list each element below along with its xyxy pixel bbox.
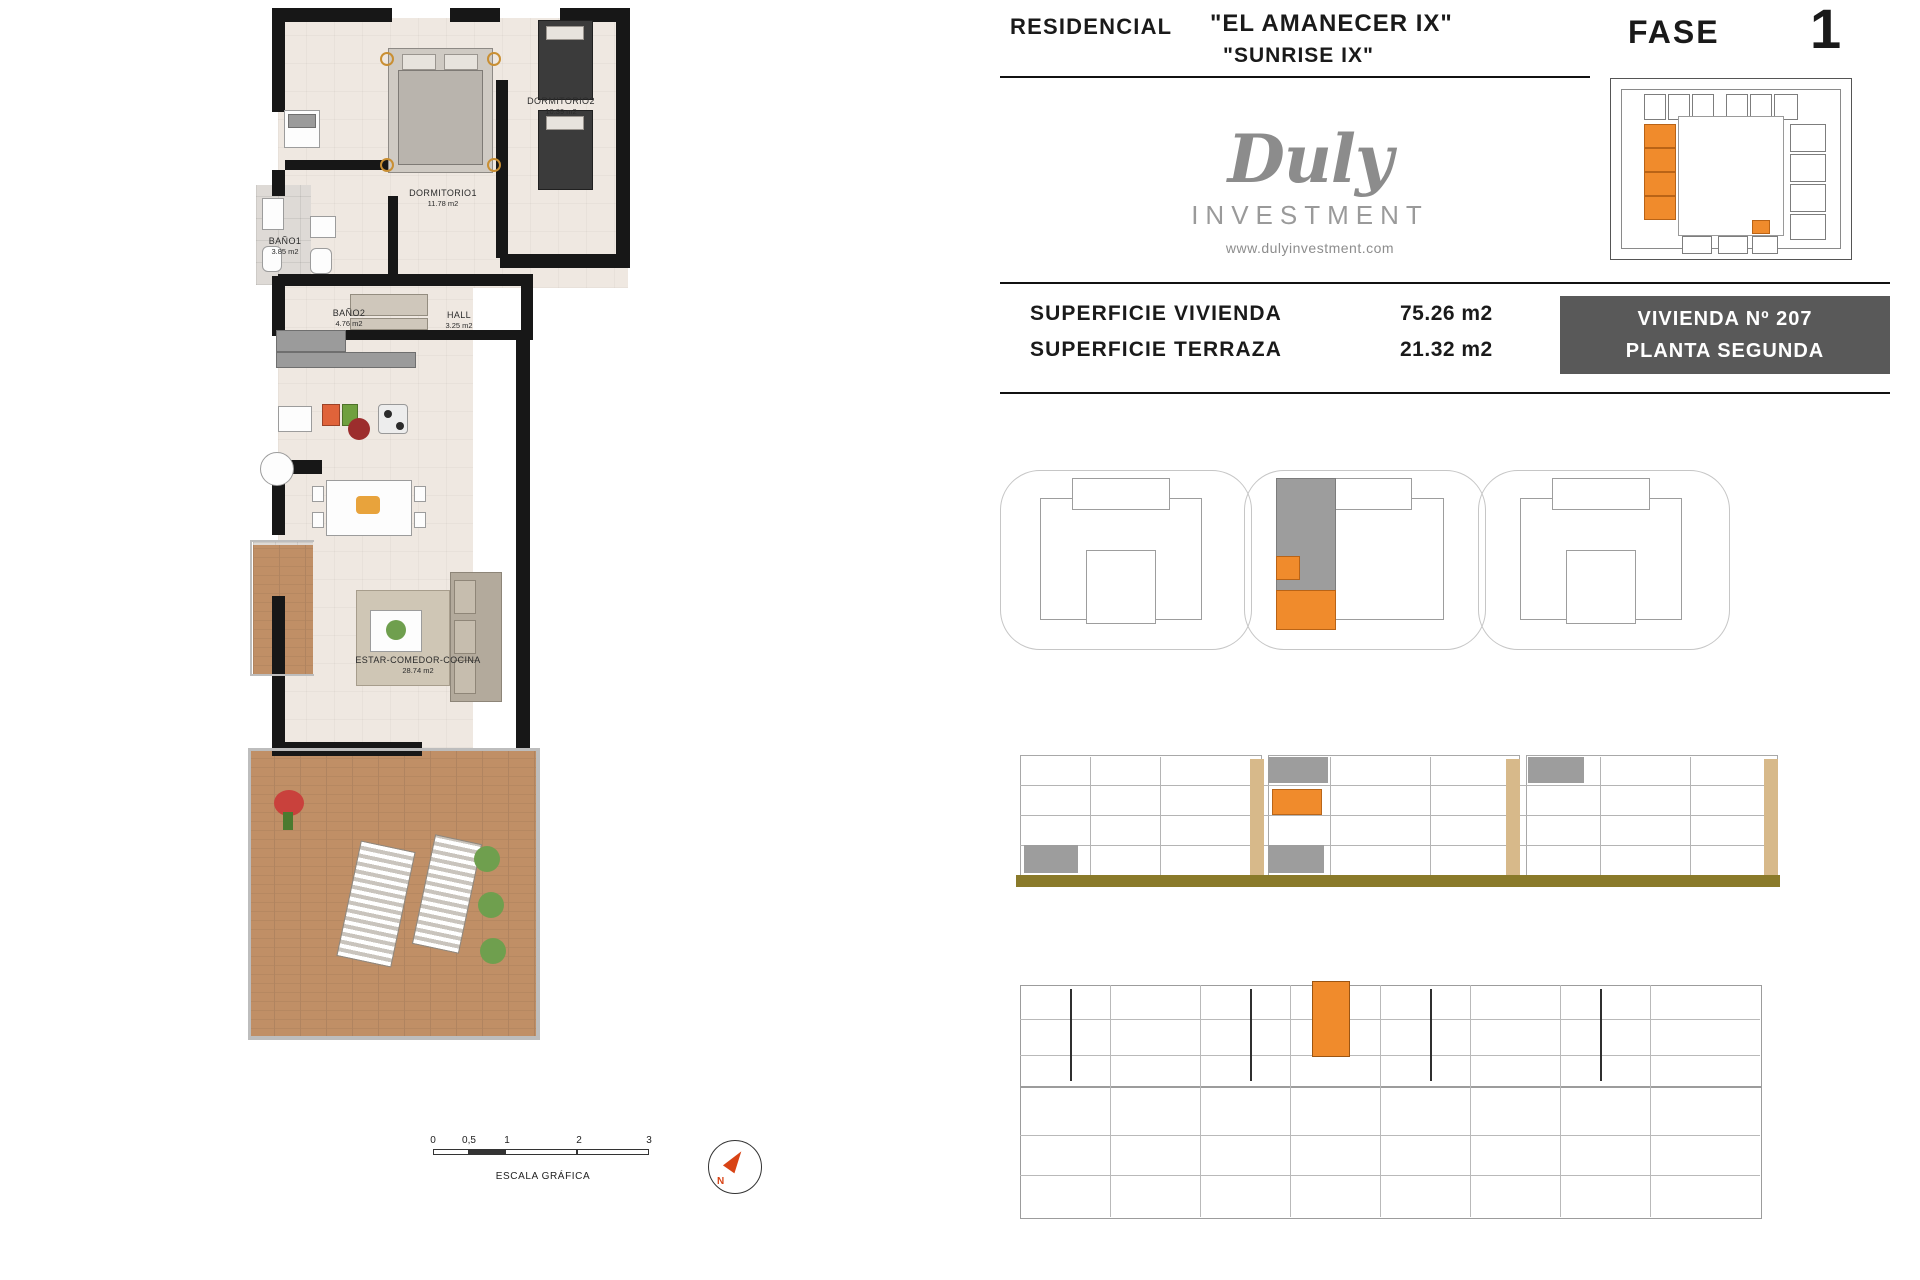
- elevation-column-tan-3: [1764, 759, 1778, 875]
- terrace-plant-2: [478, 892, 504, 918]
- fkp-line-v1: [1110, 985, 1111, 1217]
- sofa-cushion-1: [454, 580, 476, 614]
- unit-floor: PLANTA SEGUNDA: [1625, 340, 1825, 362]
- fkp-wall-2: [1250, 989, 1252, 1081]
- elevation-grey-2: [1268, 757, 1328, 783]
- bed-double-mattress: [398, 70, 483, 165]
- divider-2: [1000, 282, 1890, 284]
- brand-logo-text: Duly: [1227, 120, 1393, 198]
- scale-tick-2: 2: [576, 1135, 582, 1146]
- fkp-wall-4: [1600, 989, 1602, 1081]
- bed-single-1-pillow: [546, 26, 584, 40]
- bath2-sink: [310, 216, 336, 238]
- terrace-flower-stem: [283, 812, 293, 830]
- washing-machine: [260, 452, 294, 486]
- surface-terraza-label: SUPERFICIE TERRAZA: [1030, 338, 1282, 361]
- floor-key-plan: [1000, 975, 1870, 1240]
- brand-website[interactable]: www.dulyinvestment.com: [1225, 240, 1395, 256]
- kp-cell-b2: [1718, 236, 1748, 254]
- scale-seg-3: [505, 1149, 577, 1155]
- nightstand-lamp-left: [380, 52, 394, 66]
- scale-tick-3: 3: [646, 1135, 652, 1146]
- wall-living-left: [272, 596, 285, 756]
- compass-icon: [708, 1140, 762, 1194]
- kp-highlight-3: [1644, 172, 1676, 196]
- wall-left-bath: [272, 170, 285, 196]
- unit-number: VIVIENDA Nº 207: [1637, 308, 1813, 330]
- scale-seg-2: [469, 1149, 505, 1155]
- kp-cell-r1: [1790, 124, 1826, 152]
- kp-cell-b3: [1752, 236, 1778, 254]
- bed-single-2-pillow: [546, 116, 584, 130]
- elevation-ground-line: [1016, 875, 1780, 887]
- scale-bar: [430, 1135, 653, 1182]
- fase-number: 1: [1810, 0, 1842, 60]
- kitchen-sink: [278, 406, 312, 432]
- fkp-line-v2: [1200, 985, 1201, 1217]
- elevation-vert-3: [1330, 757, 1331, 875]
- fkp-line-v4: [1380, 985, 1381, 1217]
- elevation-grey-3: [1268, 845, 1324, 873]
- development-name-en: "SUNRISE IX": [1223, 44, 1374, 67]
- kp-highlight-1: [1644, 124, 1676, 148]
- fkp-line-v3: [1290, 985, 1291, 1217]
- terrace-edge-left: [248, 748, 251, 1040]
- fase-label: FASE: [1628, 14, 1720, 50]
- left-margin: [0, 0, 118, 1280]
- dining-chair-4: [414, 512, 426, 528]
- surface-vivienda-value: 75.26 m2: [1400, 302, 1493, 325]
- terrace-edge-right: [536, 748, 540, 1040]
- elevation-grey-4: [1528, 757, 1584, 783]
- elevation-grey-1: [1024, 845, 1078, 873]
- room-label-hall: HALL 3.25 m2: [445, 310, 473, 331]
- kitchen-hob: [378, 404, 408, 434]
- site-plan-diagram: [1000, 450, 1870, 700]
- residencial-label: RESIDENCIAL: [1010, 14, 1173, 39]
- floor-plan-drawing: [238, 0, 798, 1120]
- unit-info-box: [1560, 296, 1890, 374]
- terrace-edge-bottom: [248, 1036, 540, 1040]
- scale-tick-1: 1: [504, 1135, 510, 1146]
- pillow-left: [402, 54, 436, 70]
- development-name-es: "EL AMANECER IX": [1210, 10, 1453, 37]
- pillow-right: [444, 54, 478, 70]
- kp-highlight-4: [1644, 196, 1676, 220]
- wall-hall-bottom: [278, 274, 533, 286]
- room-label-bano1: BAÑO1 3.85 m2: [268, 236, 302, 257]
- surface-row-vivienda: [1010, 300, 1540, 336]
- divider-1: [1000, 76, 1590, 78]
- kp-cell-r4: [1790, 214, 1826, 240]
- room-label-dormitorio1: DORMITORIO1 11.78 m2: [409, 188, 477, 209]
- kp-cell-t1: [1644, 94, 1666, 120]
- elevation-vert-5: [1600, 757, 1601, 875]
- elevation-column-tan-1: [1250, 759, 1264, 875]
- fkp-line-h2: [1020, 1055, 1760, 1056]
- nightstand-lamp-right-2: [487, 158, 501, 172]
- scale-caption: ESCALA GRÁFICA: [495, 1171, 591, 1182]
- dining-chair-2: [312, 512, 324, 528]
- surface-table: [1010, 300, 1540, 372]
- fkp-wall-3: [1430, 989, 1432, 1081]
- kp-logo-mark: [1752, 220, 1770, 234]
- elevation-highlight-unit: [1272, 789, 1322, 815]
- site-building-right-core: [1566, 550, 1636, 624]
- kp-cell-r2: [1790, 154, 1826, 182]
- compass-north-label: N: [717, 1176, 725, 1187]
- wardrobe-shelf: [288, 114, 316, 128]
- elevation-diagram: [1000, 745, 1870, 925]
- floor-plan-panel: [118, 0, 970, 1280]
- wall-left-upper: [272, 8, 285, 112]
- site-building-right-top: [1552, 478, 1650, 510]
- utility-edge-bottom: [250, 674, 314, 676]
- site-highlight-orange: [1276, 590, 1336, 630]
- scale-tick-0: 0: [430, 1135, 436, 1146]
- kitchen-counter-run: [276, 352, 416, 368]
- scale-seg-1: [433, 1149, 469, 1155]
- kitchen-item-red: [322, 404, 340, 426]
- elevation-floor-line-3: [1020, 845, 1776, 846]
- wall-top-mid: [450, 8, 500, 22]
- surface-vivienda-label: SUPERFICIE VIVIENDA: [1030, 302, 1282, 325]
- terrace-plant-1: [474, 846, 500, 872]
- info-panel: [980, 0, 1890, 1280]
- room-label-estar-comedor-cocina: ESTAR-COMEDOR-COCINA 28.74 m2: [355, 655, 481, 676]
- hob-burner-2: [396, 422, 404, 430]
- kp-cell-b1: [1682, 236, 1712, 254]
- elevation-vert-1: [1090, 757, 1091, 875]
- surface-terraza-value: 21.32 m2: [1400, 338, 1493, 361]
- right-margin: [1890, 0, 1920, 1280]
- fkp-line-v6: [1560, 985, 1561, 1217]
- dining-chair-3: [414, 486, 426, 502]
- fkp-line-v7: [1650, 985, 1651, 1217]
- wall-bottom-bed2: [500, 254, 630, 268]
- elevation-column-tan-2: [1506, 759, 1520, 875]
- fkp-wall-1: [1070, 989, 1072, 1081]
- divider-3: [1000, 392, 1890, 394]
- dining-centerpiece: [356, 496, 380, 514]
- wall-top-left: [272, 8, 392, 22]
- site-key-plan: [1610, 78, 1852, 260]
- kp-courtyard: [1678, 116, 1784, 236]
- site-building-left-top: [1072, 478, 1170, 510]
- bath1-sink: [262, 198, 284, 230]
- plant-coffee-table: [386, 620, 406, 640]
- hob-burner-1: [384, 410, 392, 418]
- utility-edge-left: [250, 540, 252, 676]
- kitchen-pot: [348, 418, 370, 440]
- kitchen-counter-top: [276, 330, 346, 352]
- wall-bath1-top: [285, 160, 395, 170]
- room-label-bano2: BAÑO2 4.76 m2: [332, 308, 366, 329]
- elevation-vert-2: [1160, 757, 1161, 875]
- fkp-line-h4: [1020, 1175, 1760, 1176]
- site-highlight-orange-small: [1276, 556, 1300, 580]
- fkp-highlighted-unit: [1312, 981, 1350, 1057]
- dining-chair-1: [312, 486, 324, 502]
- nightstand-lamp-right: [487, 52, 501, 66]
- site-building-left-core: [1086, 550, 1156, 624]
- kp-cell-r3: [1790, 184, 1826, 212]
- fkp-line-h1: [1020, 1019, 1760, 1020]
- kp-highlight-2: [1644, 148, 1676, 172]
- elevation-floor-line-1: [1020, 785, 1776, 786]
- elevation-vert-4: [1430, 757, 1431, 875]
- site-key-plan-outline: [1621, 89, 1841, 249]
- terrace-edge-top: [248, 748, 540, 751]
- terrace-plant-3: [480, 938, 506, 964]
- surface-row-terraza: [1010, 336, 1540, 372]
- sofa-cushion-2: [454, 620, 476, 654]
- wall-living-right: [516, 330, 530, 750]
- elevation-floor-line-2: [1020, 815, 1776, 816]
- brand-logo-subtitle: INVESTMENT: [1191, 200, 1429, 230]
- nightstand-lamp-left-2: [380, 158, 394, 172]
- elevation-vert-6: [1690, 757, 1691, 875]
- utility-edge-top: [250, 540, 314, 542]
- scale-tick-05: 0,5: [462, 1135, 476, 1146]
- room-label-dormitorio2: DORMITORIO2 10.39 m2: [527, 96, 595, 117]
- compass-needle: [723, 1147, 747, 1173]
- fkp-line-h3: [1020, 1135, 1760, 1136]
- wall-right-bedrooms: [616, 8, 630, 268]
- fkp-line-v5: [1470, 985, 1471, 1217]
- scale-seg-4: [577, 1149, 649, 1155]
- wall-hall-right: [521, 274, 533, 334]
